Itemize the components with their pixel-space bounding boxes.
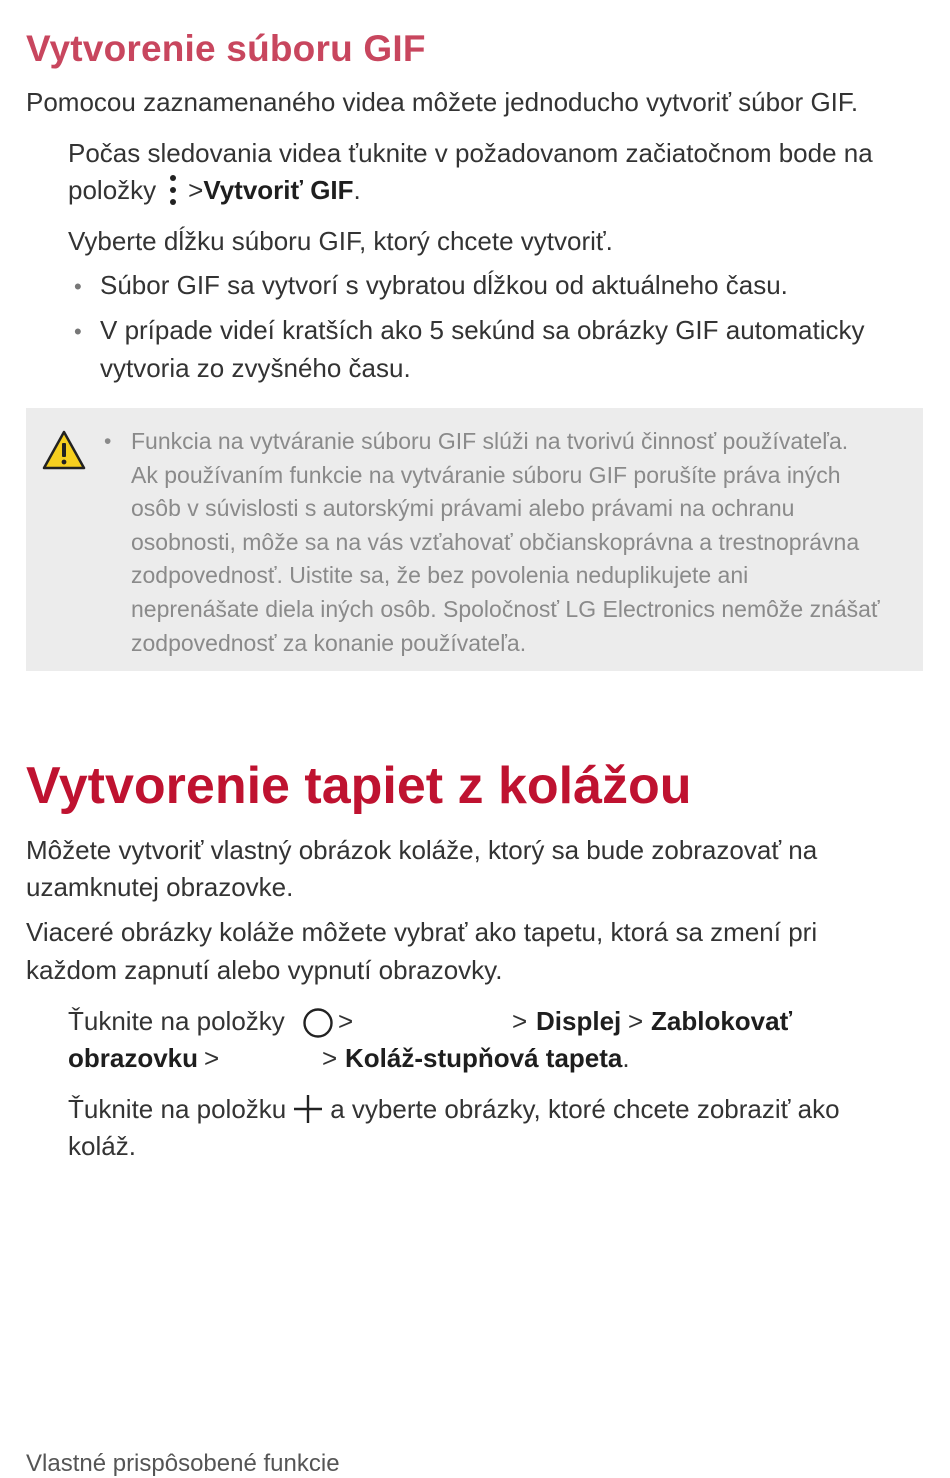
section-title-collage: Vytvorenie tapiet z kolážou [26, 757, 692, 815]
bullet-dot: • [74, 274, 82, 299]
collage-step1-obrazovku: obrazovku [68, 1043, 199, 1073]
gif-bullet-2: V prípade videí kratších ako 5 sekúnd sa obrázky GIF automaticky [100, 315, 865, 345]
collage-step1-end: . [622, 1043, 630, 1073]
collage-step1-zablokovat: Zablokovať [651, 1006, 793, 1036]
collage-step1-sep: > [512, 1006, 528, 1036]
warning-bullet-dot: • [104, 430, 112, 453]
gif-step1-line2 [68, 171, 361, 209]
warning-line: Ak používaním funkcie na vytváranie súboru GIF porušíte práva iných [131, 461, 841, 488]
warning-text [131, 425, 911, 660]
collage-para1-line1: Môžete vytvoriť vlastný obrázok koláže, ktorý sa bude zobrazovať na [26, 835, 818, 865]
warning-line: osôb v súvislosti s autorskými právami alebo právami na ochranu [131, 495, 795, 522]
more-options-icon [162, 171, 184, 209]
gif-step1-action: Vytvoriť GIF [203, 175, 354, 205]
collage-para2-line2: každom zapnutí alebo vypnutí obrazovky. [26, 955, 503, 985]
section-title-gif: Vytvorenie súboru GIF [26, 28, 426, 69]
collage-step1-sep: > [338, 1006, 354, 1036]
warning-line: zodpovednosť. Uistite sa, že bez povolenia neduplikujete ani [131, 562, 749, 589]
gif-bullet-1: Súbor GIF sa vytvorí s vybratou dĺžkou od aktuálneho času. [100, 270, 788, 300]
gif-intro: Pomocou zaznamenaného videa môžete jednoducho vytvoriť súbor GIF. [26, 87, 859, 117]
warning-line: osobnosti, môže sa na vás vzťahovať občianskoprávna a trestnoprávna [131, 528, 860, 555]
collage-step1-sep: > [322, 1043, 338, 1073]
warning-line: neprenášate diela iných osôb. Spoločnosť LG Electronics nemôže znášať [131, 595, 880, 622]
warning-line: Funkcia na vytváranie súboru GIF slúži na tvorivú činnosť používateľa. [131, 428, 849, 454]
warning-line: zodpovednosť za konanie používateľa. [131, 629, 527, 656]
collage-step2-rest: a vyberte obrázky, ktoré chcete zobraziť ako [330, 1094, 840, 1124]
gif-step2: Vyberte dĺžku súboru GIF, ktorý chcete vytvoriť. [68, 226, 613, 256]
add-plus-icon [292, 1093, 324, 1125]
collage-step1-displej: Displej [536, 1006, 622, 1036]
collage-step2-prefix: Ťuknite na položku [68, 1094, 287, 1124]
gif-step1-prefix: položky [68, 175, 157, 205]
home-circle-icon [302, 1007, 334, 1039]
page-footer: Vlastné prispôsobené funkcie [26, 1450, 340, 1477]
collage-step1-kolaz: Koláž-stupňová tapeta [345, 1043, 623, 1073]
collage-step2-line2: koláž. [68, 1131, 136, 1161]
collage-step1-kolaz-wrap [345, 1039, 630, 1077]
warning-triangle-icon [41, 429, 87, 471]
bullet-dot: • [74, 319, 82, 344]
gif-step1-line1: Počas sledovania videa ťuknite v požadovanom začiatočnom bode na [68, 138, 873, 168]
gif-step1-end: . [353, 175, 361, 205]
collage-step1-prefix: Ťuknite na položky [68, 1006, 285, 1036]
gif-bullet-2-cont: vytvoria zo zvyšného času. [100, 353, 411, 383]
collage-step1-sep: > [628, 1006, 644, 1036]
collage-step2-line1 [68, 1090, 840, 1128]
collage-para2-line1: Viaceré obrázky koláže môžete vybrať ako tapetu, ktorá sa zmení pri [26, 917, 818, 947]
collage-para1-line2: uzamknutej obrazovke. [26, 872, 294, 902]
collage-step1-sep: > [204, 1043, 220, 1073]
gif-step1-sep: > [188, 175, 204, 205]
